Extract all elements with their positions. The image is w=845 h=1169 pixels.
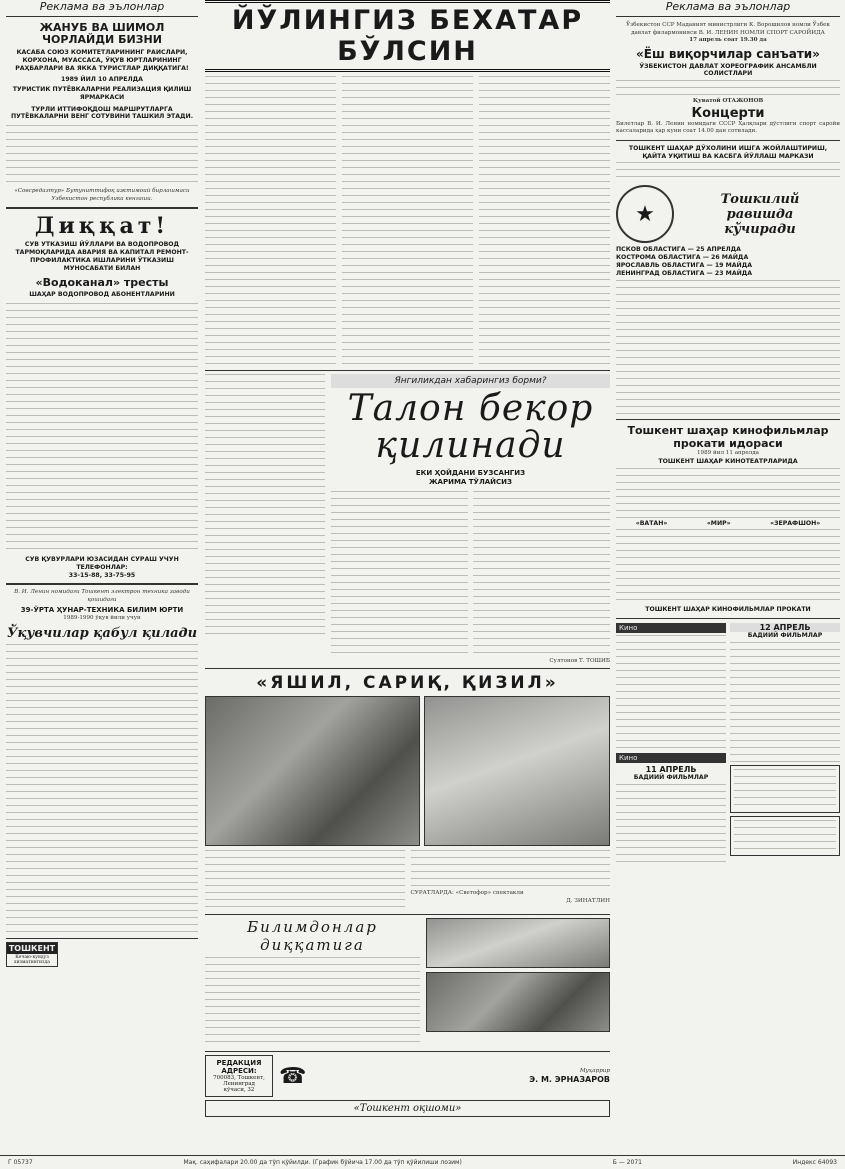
editorial-footer — [205, 1051, 610, 1097]
region-2: КОСТРОМА ОБЛАСТИГА — 26 МАЙДА — [616, 254, 749, 262]
editor-name: Э. М. ЭРНАЗАРОВ — [529, 1075, 610, 1085]
photo-section — [205, 696, 610, 846]
school-ad-title: Ўқувчилар қабул қилади — [6, 625, 198, 641]
photo-captions — [205, 850, 610, 910]
tourism-ad-title: ЖАНУБ ВА ШИМОЛ ЧОРЛАЙДИ БИЗНИ — [39, 21, 165, 47]
tourism-ad-body — [6, 125, 198, 185]
photo-credit: Д. ЗИНАТЛИН — [566, 897, 610, 904]
relocation-notice: ТОШКЕНТ ШАҲАР ДЎХОЛИНИ ИШГА ЖОЙЛАШТИРИШ, ҚАЙТА УҚИТИШ ВА КАСБГА ЙЎЛЛАШ МАРКАЗИ — [628, 144, 828, 160]
left-bottom-ad — [6, 938, 198, 967]
quiz-notice — [205, 914, 610, 1047]
tourism-ad — [6, 22, 198, 203]
cinema-title-2: прокати идораси — [673, 437, 783, 451]
region-4: ЛЕНИНГРАД ОБЛАСТИГА — 23 МАЙДА — [616, 269, 753, 277]
cinema-footer: ТОШКЕНТ ШАҲАР КИНОФИЛЬМЛАР ПРОКАТИ — [645, 606, 811, 614]
cinema-vatan: «ВАТАН» — [635, 519, 668, 527]
middle-column — [205, 0, 610, 1117]
cinema-date: 1989 йил 11 апрелда — [697, 450, 759, 457]
tv-program — [616, 623, 840, 864]
cinema-zerafshon: «ЗЕРАФШОН» — [770, 519, 821, 527]
news-box-sub-2: ЖАРИМА ТЎЛАЙСИЗ — [428, 477, 513, 486]
children-photo — [424, 696, 610, 846]
tourism-ad-fair: ТУРИСТИК ПУТЁВКАЛАРНИ РЕАЛИЗАЦИЯ ҚИЛИШ ЯРМАРКАСИ — [12, 86, 192, 101]
cinema-head: ТОШКЕНТ ШАҲАР КИНОТЕАТРЛАРИДА — [658, 457, 798, 465]
footer-print-info: Мақ. саҳифалари 20.00 да тўп қўйилди. (График бўйича 17.00 да тўп қўйилиши лозим) — [183, 1159, 462, 1166]
left-column — [6, 0, 198, 967]
news-box-title-line-2: қилинади — [375, 425, 566, 466]
concert-performer: Қуватой ОТАЖОНОВ — [692, 98, 764, 105]
news-box-sub-1: ЕКИ ҲОЙДАНИ БУЗСАНГИЗ — [415, 469, 526, 477]
concert-tickets: Билетлар В. И. Ленин номидаги СССР Ҳалқлари дўстлиги спорт саройи кассаларида ҳар куни соат 14.00 дан сотилади. — [616, 120, 840, 135]
news-box-author: Султонов Т. ТОШИБ — [549, 657, 610, 664]
water-ad-phones: 33-15-88, 33-75-95 — [68, 571, 136, 579]
photo-section-title: «ЯШИЛ, САРИҚ, ҚИЗИЛ» — [256, 673, 559, 694]
concert-date: 17 апрель соат 19.30 да — [689, 37, 767, 44]
school-ad-intro: В. И. Ленин номидаги Тошкент электрон техника заводи қошидаги — [14, 589, 190, 603]
relocation-title-2: равишда — [726, 206, 794, 222]
tv-title-right: БАДИИЙ ФИЛЬМЛАР — [747, 632, 823, 640]
tv-label-left: Кино — [616, 623, 726, 633]
ads-header-right: Реклама ва эълонлар — [616, 0, 840, 17]
traffic-officer-photo — [205, 696, 420, 846]
water-ad-org: «Водоканал» тресты — [35, 276, 169, 290]
cinema-title-1: Тошкент шаҳар кинофильмлар — [627, 424, 829, 438]
tv-day-right: 12 АПРЕЛЬ — [730, 623, 840, 632]
tourism-ad-signature: «Совсредазтур» Бутуниттифоқ ижтимоий бирлашмаси Узбекистон республика кенгаши. — [14, 188, 190, 202]
tv-label-left-2: Кино — [616, 753, 726, 763]
concert-show-sub: ЎЗБЕКИСТОН ДАВЛАТ ХОРЕОГРАФИК АНСАМБЛИ СОЛИСТЛАРИ — [639, 62, 817, 78]
school-ad-body — [6, 644, 198, 932]
quiz-title-2: диққатига — [260, 936, 365, 955]
page-footer — [0, 1155, 845, 1169]
footer-issue: Б — 2071 — [612, 1159, 642, 1166]
school-ad — [6, 589, 198, 931]
tashkent-logo: ТОШКЕНТ Кечаю-кундуз хизматингизда — [6, 942, 58, 967]
news-box — [205, 370, 610, 669]
news-box-kicker: Янгиликдан хабарингиз борми? — [331, 374, 610, 388]
tv-title-left: БАДИИЙ ФИЛЬМЛАР — [633, 774, 709, 782]
water-ad-body — [6, 303, 198, 553]
footer-index: Индекс 64093 — [792, 1159, 837, 1166]
mid-top-text — [205, 76, 610, 366]
car-illustration — [426, 918, 610, 968]
cinema-mir: «МИР» — [706, 519, 731, 527]
tourism-ad-subtitle: КАСАБА СОЮЗ КОМИТЕТЛАРИНИНГ РАИСЛАРИ, КОРХОНА, МУАССАСА, ЎҚУВ ЮРТЛАРИНИНГ РАҲБАРЛАРИ ВА ЯККА ТУРИСТЛАР ДИҚҚАТИГА! — [15, 49, 189, 72]
editorial-address: РЕДАКЦИЯ АДРЕСИ: 700083, Тошкент, Ленинград кўчаси, 32 — [205, 1055, 273, 1097]
tv-day-left: 11 АПРЕЛЬ — [645, 765, 697, 775]
news-box-title-line-1: Талон бекор — [347, 388, 594, 429]
photo-caption: СУРАТЛАРДА: «Светофор» спектакли — [410, 890, 524, 897]
water-ad-footer: СУВ ҚУВУРЛАРИ ЮЗАСИДАН СУРАШ УЧУН ТЕЛЕФОНЛАР: — [25, 556, 179, 571]
concert-show-title: «Ёш виқорчилар санъати» — [636, 46, 820, 61]
concert-label: Концерти — [691, 105, 765, 121]
water-ad-subtitle: СУВ УТКАЗИШ ЙЎЛЛАРИ ВА ВОДОПРОВОД ТАРМОҚЛАРИДА АВАРИЯ ВА КАПИТАЛ РЕМОНТ-ПРОФИЛАКТИКА ИШЛАРИНИ ЎТКАЗИШ МУНОСАБАТИ БИЛАН — [15, 241, 189, 272]
water-ad-org-sub: ШАҲАР ВОДОПРОВОД АБОНЕНТЛАРИНИ — [29, 291, 175, 299]
tourism-ad-note: ТУРЛИ ИТТИФОҚДОШ МАРШРУТЛАРГА ПУТЁВКАЛАРНИ ВЕНГ СОТУВИНИ ТАШКИЛ ЭТАДИ. — [10, 105, 194, 121]
school-ad-name: 39-ЎРТА ҲУНАР-ТЕХНИКА БИЛИМ ЮРТИ — [20, 606, 184, 615]
footer-order: Г 05737 — [8, 1159, 33, 1166]
school-ad-year: 1989-1990 ўқув йили учун — [63, 615, 141, 622]
telephone-icon: ☎ — [279, 1063, 307, 1089]
relocation-title-3: кўчиради — [724, 221, 796, 237]
ads-header-left: Реклама ва эълонлар — [6, 0, 198, 17]
map-illustration — [426, 972, 610, 1032]
evening-tashkent-ad: «Тошкент оқшоми» — [205, 1100, 610, 1117]
concert-intro: Ўзбекистон ССР Маданият министрлиги К. Ворошилов номли Ўзбек давлат филармонияси В. И. ЛЕНИН НОМЛИ СПОРТ САРОЙИДА — [626, 22, 830, 36]
traffic-safety-title: ЙЎЛИНГИЗ БЕХАТАР БЎЛСИН — [205, 0, 610, 72]
region-3: ЯРОСЛАВЛЬ ОБЛАСТИГА — 19 МАЙДА — [616, 261, 753, 269]
editor-label: Муҳаррир — [579, 1067, 610, 1074]
water-ad — [6, 213, 198, 579]
tourism-ad-date: 1989 ЙИЛ 10 АПРЕЛДА — [61, 76, 143, 84]
right-column — [616, 0, 840, 864]
cinema-ad — [616, 424, 840, 614]
region-1: ПСКОВ ОБЛАСТИГА — 25 АПРЕЛДА — [616, 246, 741, 254]
emblem-icon: ★ — [616, 185, 674, 243]
relocation-title-1: Тошкилий — [720, 191, 800, 207]
water-ad-title: Диққат! — [34, 213, 170, 240]
concert-ad — [616, 22, 840, 136]
relocation-ad — [616, 145, 840, 416]
quiz-title-1: Билимдонлар — [247, 918, 378, 937]
